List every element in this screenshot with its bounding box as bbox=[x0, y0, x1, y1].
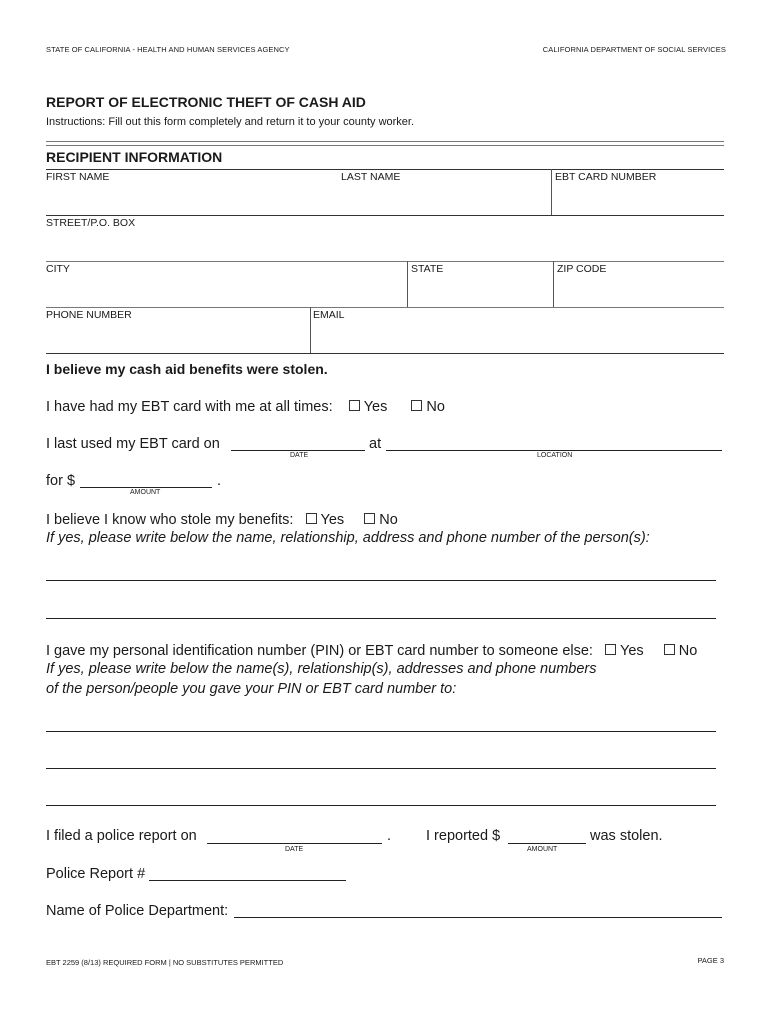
card-with-me-no-checkbox[interactable] bbox=[411, 400, 422, 411]
city-label: CITY bbox=[46, 263, 70, 275]
form-footer-id: EBT 2259 (8/13) REQUIRED FORM | NO SUBSTITUTES PERMITTED bbox=[46, 958, 284, 967]
city-field[interactable] bbox=[46, 276, 404, 304]
last-used-text: I last used my EBT card on bbox=[46, 436, 220, 452]
know-who-question bbox=[46, 512, 398, 528]
ebt-card-number-field[interactable] bbox=[552, 183, 722, 213]
last-used-amount-field[interactable] bbox=[80, 487, 212, 488]
date-caption: DATE bbox=[285, 846, 304, 853]
field-divider bbox=[310, 307, 311, 353]
row-rule bbox=[46, 353, 724, 354]
police-report-text: I filed a police report on bbox=[46, 828, 197, 844]
email-field[interactable] bbox=[312, 322, 722, 350]
section-heading: RECIPIENT INFORMATION bbox=[46, 149, 223, 165]
ebt-card-number-label: EBT CARD NUMBER bbox=[555, 171, 657, 183]
know-who-text: I believe I know who stole my benefits: bbox=[46, 512, 294, 528]
first-name-label: FIRST NAME bbox=[46, 171, 110, 183]
zip-code-field[interactable] bbox=[555, 276, 722, 304]
date-caption: DATE bbox=[290, 452, 309, 459]
row-rule bbox=[46, 261, 724, 262]
last-name-label: LAST NAME bbox=[341, 171, 401, 183]
police-report-date-field[interactable] bbox=[207, 843, 382, 844]
police-report-number-label: Police Report # bbox=[46, 866, 146, 882]
yes-label: Yes bbox=[620, 643, 644, 659]
divider bbox=[46, 145, 724, 146]
gave-pin-yes-checkbox[interactable] bbox=[605, 644, 616, 655]
reported-amount-field[interactable] bbox=[508, 843, 586, 844]
state-field[interactable] bbox=[409, 278, 549, 306]
police-department-label: Name of Police Department: bbox=[46, 903, 229, 919]
know-who-yes-checkbox[interactable] bbox=[306, 513, 317, 524]
yes-label: Yes bbox=[363, 399, 388, 415]
first-name-field[interactable] bbox=[46, 183, 550, 213]
gave-pin-instructions-1: If yes, please write below the name(s), relationship(s), addresses and phone numbers bbox=[46, 661, 597, 677]
zip-code-label: ZIP CODE bbox=[557, 263, 607, 275]
phone-number-label: PHONE NUMBER bbox=[46, 309, 132, 321]
amount-caption: AMOUNT bbox=[527, 846, 558, 853]
field-divider bbox=[551, 169, 552, 215]
section-rule bbox=[46, 169, 724, 170]
form-title: REPORT OF ELECTRONIC THEFT OF CASH AID bbox=[46, 94, 366, 110]
street-field[interactable] bbox=[46, 230, 722, 258]
state-label: STATE bbox=[411, 263, 444, 275]
field-divider bbox=[553, 261, 554, 307]
period-text: . bbox=[387, 828, 392, 844]
agency-left: STATE OF CALIFORNIA - HEALTH AND HUMAN SERVICES AGENCY bbox=[46, 45, 290, 54]
street-label: STREET/P.O. BOX bbox=[46, 217, 136, 229]
last-used-location-field[interactable] bbox=[386, 450, 722, 451]
last-used-date-field[interactable] bbox=[231, 450, 365, 451]
pin-recipient-line-2[interactable] bbox=[46, 768, 716, 769]
police-report-number-field[interactable] bbox=[149, 880, 346, 881]
amount-caption: AMOUNT bbox=[130, 489, 161, 496]
pin-recipient-line-3[interactable] bbox=[46, 805, 716, 806]
suspect-info-line-1[interactable] bbox=[46, 580, 716, 581]
believe-stolen-heading: I believe my cash aid benefits were stolen. bbox=[46, 361, 328, 377]
gave-pin-no-checkbox[interactable] bbox=[664, 644, 675, 655]
suspect-info-line-2[interactable] bbox=[46, 618, 716, 619]
form-instructions: Instructions: Fill out this form completely and return it to your county worker. bbox=[46, 116, 415, 128]
agency-right: CALIFORNIA DEPARTMENT OF SOCIAL SERVICES bbox=[542, 45, 726, 54]
was-stolen-text: was stolen. bbox=[590, 828, 663, 844]
row-rule bbox=[46, 215, 724, 216]
yes-label: Yes bbox=[320, 512, 345, 528]
pin-recipient-line-1[interactable] bbox=[46, 731, 716, 732]
at-text: at bbox=[369, 436, 382, 452]
gave-pin-instructions-2: of the person/people you gave your PIN or EBT card number to: bbox=[46, 681, 457, 697]
no-label: No bbox=[426, 399, 445, 415]
field-divider bbox=[407, 261, 408, 307]
gave-pin-question bbox=[46, 643, 697, 659]
card-with-me-yes-checkbox[interactable] bbox=[349, 400, 360, 411]
card-with-me-question bbox=[46, 399, 445, 415]
no-label: No bbox=[678, 643, 698, 659]
period-text: . bbox=[217, 473, 222, 489]
location-caption: LOCATION bbox=[537, 452, 573, 459]
no-label: No bbox=[379, 512, 398, 528]
card-with-me-text: I have had my EBT card with me at all times: bbox=[46, 399, 333, 415]
page-number: PAGE 3 bbox=[697, 956, 724, 965]
phone-number-field[interactable] bbox=[46, 322, 308, 350]
gave-pin-text: I gave my personal identification number (PIN) or EBT card number to someone else: bbox=[46, 643, 593, 659]
email-label: EMAIL bbox=[313, 309, 345, 321]
reported-text: I reported $ bbox=[426, 828, 501, 844]
know-who-no-checkbox[interactable] bbox=[364, 513, 375, 524]
row-rule bbox=[46, 307, 724, 308]
police-department-field[interactable] bbox=[234, 917, 722, 918]
for-amount-text: for $ bbox=[46, 473, 76, 489]
divider bbox=[46, 141, 724, 142]
know-who-instructions: If yes, please write below the name, relationship, address and phone number of the person(s): bbox=[46, 530, 650, 546]
